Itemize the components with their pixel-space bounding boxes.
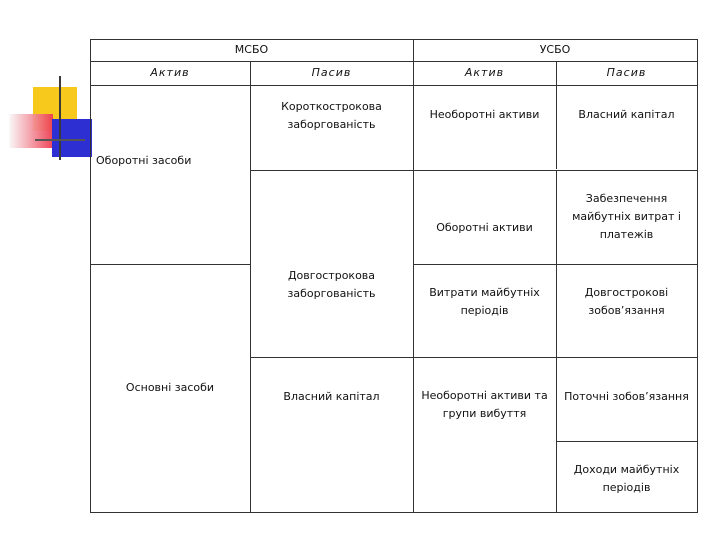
msbo-current-assets: Оборотні засоби <box>96 154 192 167</box>
msbo-aktyv-label: Актив <box>150 66 190 79</box>
usbo-future-income: Доходи майбутніх періодів <box>573 463 680 494</box>
msbo-equity: Власний капітал <box>283 390 380 403</box>
usbo-current-assets: Оборотні активи <box>436 221 533 234</box>
line-usbo-1 <box>413 170 698 171</box>
msbo-pasyv-label: Пасив <box>311 66 352 79</box>
usbo-equity: Власний капітал <box>578 108 675 121</box>
msbo-short-term-debt: Короткострокова заборгованість <box>281 100 382 131</box>
header-msbo: МСБО <box>234 43 269 56</box>
usbo-provisions: Забезпечення майбутніх витрат і платежів <box>572 192 681 241</box>
usbo-aktyv-label: Актив <box>464 66 505 79</box>
usbo-pasyv-label: Пасив <box>606 66 647 79</box>
header-usbo: УСБО <box>539 43 571 56</box>
usbo-long-term-liabilities: Довгострокові зобов’язання <box>584 285 669 317</box>
usbo-current-liabilities: Поточні зобов’язання <box>564 390 689 403</box>
usbo-noncurrent-assets-disposal: Необоротні активи та групи вибуття <box>421 388 548 420</box>
msbo-long-term-debt: Довгострокова заборгованість <box>287 269 376 300</box>
usbo-future-expenses: Витрати майбутніх періодів <box>429 285 540 317</box>
msbo-fixed-assets: Основні засоби <box>125 381 215 394</box>
usbo-noncurrent-assets: Необоротні активи <box>429 108 540 121</box>
